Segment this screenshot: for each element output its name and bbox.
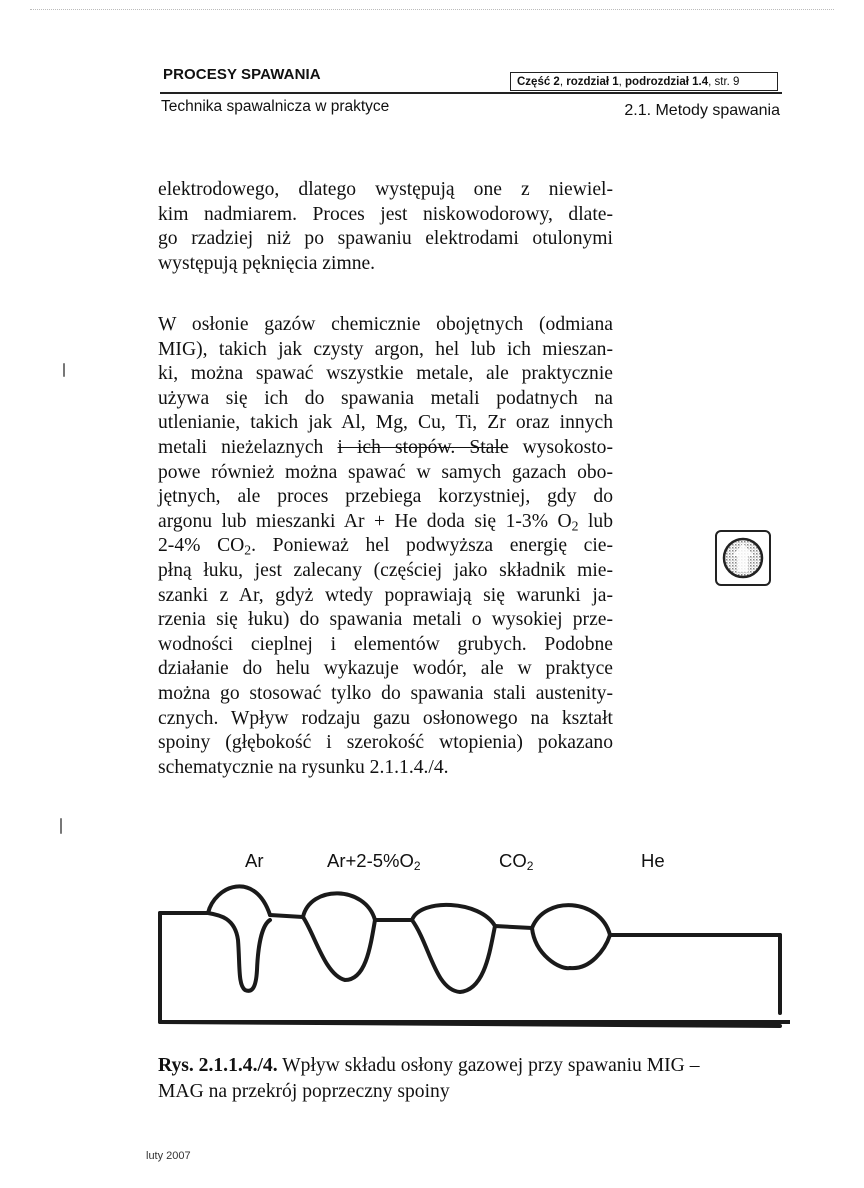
label-text: CO — [499, 850, 527, 871]
text-fragment: lub — [578, 510, 614, 532]
ref-separator: , — [708, 76, 715, 88]
ref-page: str. 9 — [714, 76, 740, 88]
scan-margin-mark — [60, 818, 62, 834]
text-line-strikethrough — [158, 436, 613, 461]
subscript: 2 — [244, 542, 252, 558]
arrow-up-circle-icon-graphic — [717, 532, 769, 584]
paragraph-1 — [158, 178, 613, 276]
text-line: używa się ich do spawania metali podatnych na — [158, 387, 613, 409]
text-line: powe również można spawać w samych gazach obo- — [158, 461, 613, 483]
text-line: występują pęknięcia zimne. — [158, 252, 376, 274]
text-line: rzenia się łuku) do spawania metali o wysokiej prze- — [158, 609, 613, 631]
text-fragment: metali nieżelaznych — [158, 436, 338, 458]
text-line — [158, 534, 613, 559]
text-line: kim nadmiarem. Proces jest niskowodorowy, dlate- — [158, 203, 613, 225]
text-line: spoiny (głębokość i szerokość wtopienia) pokazano — [158, 732, 613, 754]
subscript: 2 — [413, 859, 421, 873]
subscript: 2 — [526, 859, 534, 873]
caption-label: Rys. 2.1.1.4./4. — [158, 1055, 278, 1076]
text-fragment: . Ponieważ hel podwyższa energię cie- — [251, 535, 614, 557]
figure-caption — [158, 1053, 778, 1105]
text-line: schematycznie na rysunku 2.1.1.4./4. — [158, 756, 449, 778]
text-line: W osłonie gazów chemicznie obojętnych (odmiana — [158, 314, 613, 335]
label-text: He — [641, 850, 665, 871]
scan-margin-mark — [63, 363, 65, 377]
text-fragment: argonu lub mieszanki Ar + He doda się 1-3% O — [158, 510, 572, 532]
ref-chapter: rozdział 1 — [566, 76, 619, 88]
text-line: MIG), takich jak czysty argon, hel lub ich mieszan- — [158, 338, 613, 360]
scan-edge-artifact — [30, 9, 834, 11]
text-line: szanki z Ar, gdyż wtedy poprawiają się warunki ja- — [158, 584, 613, 606]
subscript: 2 — [571, 518, 579, 534]
chapter-title: 2.1. Metody spawania — [624, 102, 780, 119]
ref-separator: , — [559, 76, 567, 88]
paragraph-2 — [158, 313, 613, 780]
text-line: jętnych, ale proces przebiega korzystniej, gdy do — [158, 486, 613, 508]
text-line: płną łuku, jest zalecany (częściej jako składnik mie- — [158, 559, 613, 581]
text-line: można go stosować tylko do spawania stali austenity- — [158, 682, 613, 704]
chapter-reference-box — [510, 72, 778, 91]
text-line: elektrodowego, dlatego występują one z niewiel- — [158, 179, 613, 200]
text-fragment: wysokosto- — [508, 436, 613, 458]
text-line: ki, można spawać wszystkie metale, ale praktycznie — [158, 363, 613, 385]
label-text: Ar — [245, 850, 264, 871]
arrow-up-circle-icon — [715, 530, 771, 586]
ref-subchapter: podrozdział 1.4 — [625, 76, 709, 88]
caption-text-line2: MAG na przekrój poprzeczny spoiny — [158, 1081, 450, 1102]
text-line — [158, 510, 613, 535]
book-title: Technika spawalnicza w praktyce — [161, 98, 390, 115]
section-title: PROCESY SPAWANIA — [163, 66, 321, 83]
footer-date: luty 2007 — [146, 1150, 191, 1162]
header-rule — [160, 92, 782, 94]
weld-cross-section-figure — [150, 840, 790, 1040]
struck-text: i ich stopów. Stale — [337, 436, 509, 458]
text-line: wodności cieplnej i elementów grubych. Podobne — [158, 633, 613, 655]
text-line: działanie do helu wykazuje wodór, ale w praktyce — [158, 658, 613, 680]
text-fragment: 2-4% CO — [158, 535, 245, 557]
label-text: Ar+2-5%O — [327, 850, 414, 871]
ref-part: Część 2 — [517, 76, 560, 88]
ref-separator: , — [618, 76, 626, 88]
text-line: utlenianie, takich jak Al, Mg, Cu, Ti, Zr oraz innych — [158, 412, 613, 434]
weld-profiles-drawing — [150, 840, 790, 1040]
text-line: cznych. Wpływ rodzaju gazu osłonowego na kształt — [158, 707, 613, 729]
text-line: go rzadziej niż po spawaniu elektrodami otulonymi — [158, 228, 613, 250]
caption-text: Wpływ składu osłony gazowej przy spawaniu MIG – — [277, 1055, 700, 1076]
